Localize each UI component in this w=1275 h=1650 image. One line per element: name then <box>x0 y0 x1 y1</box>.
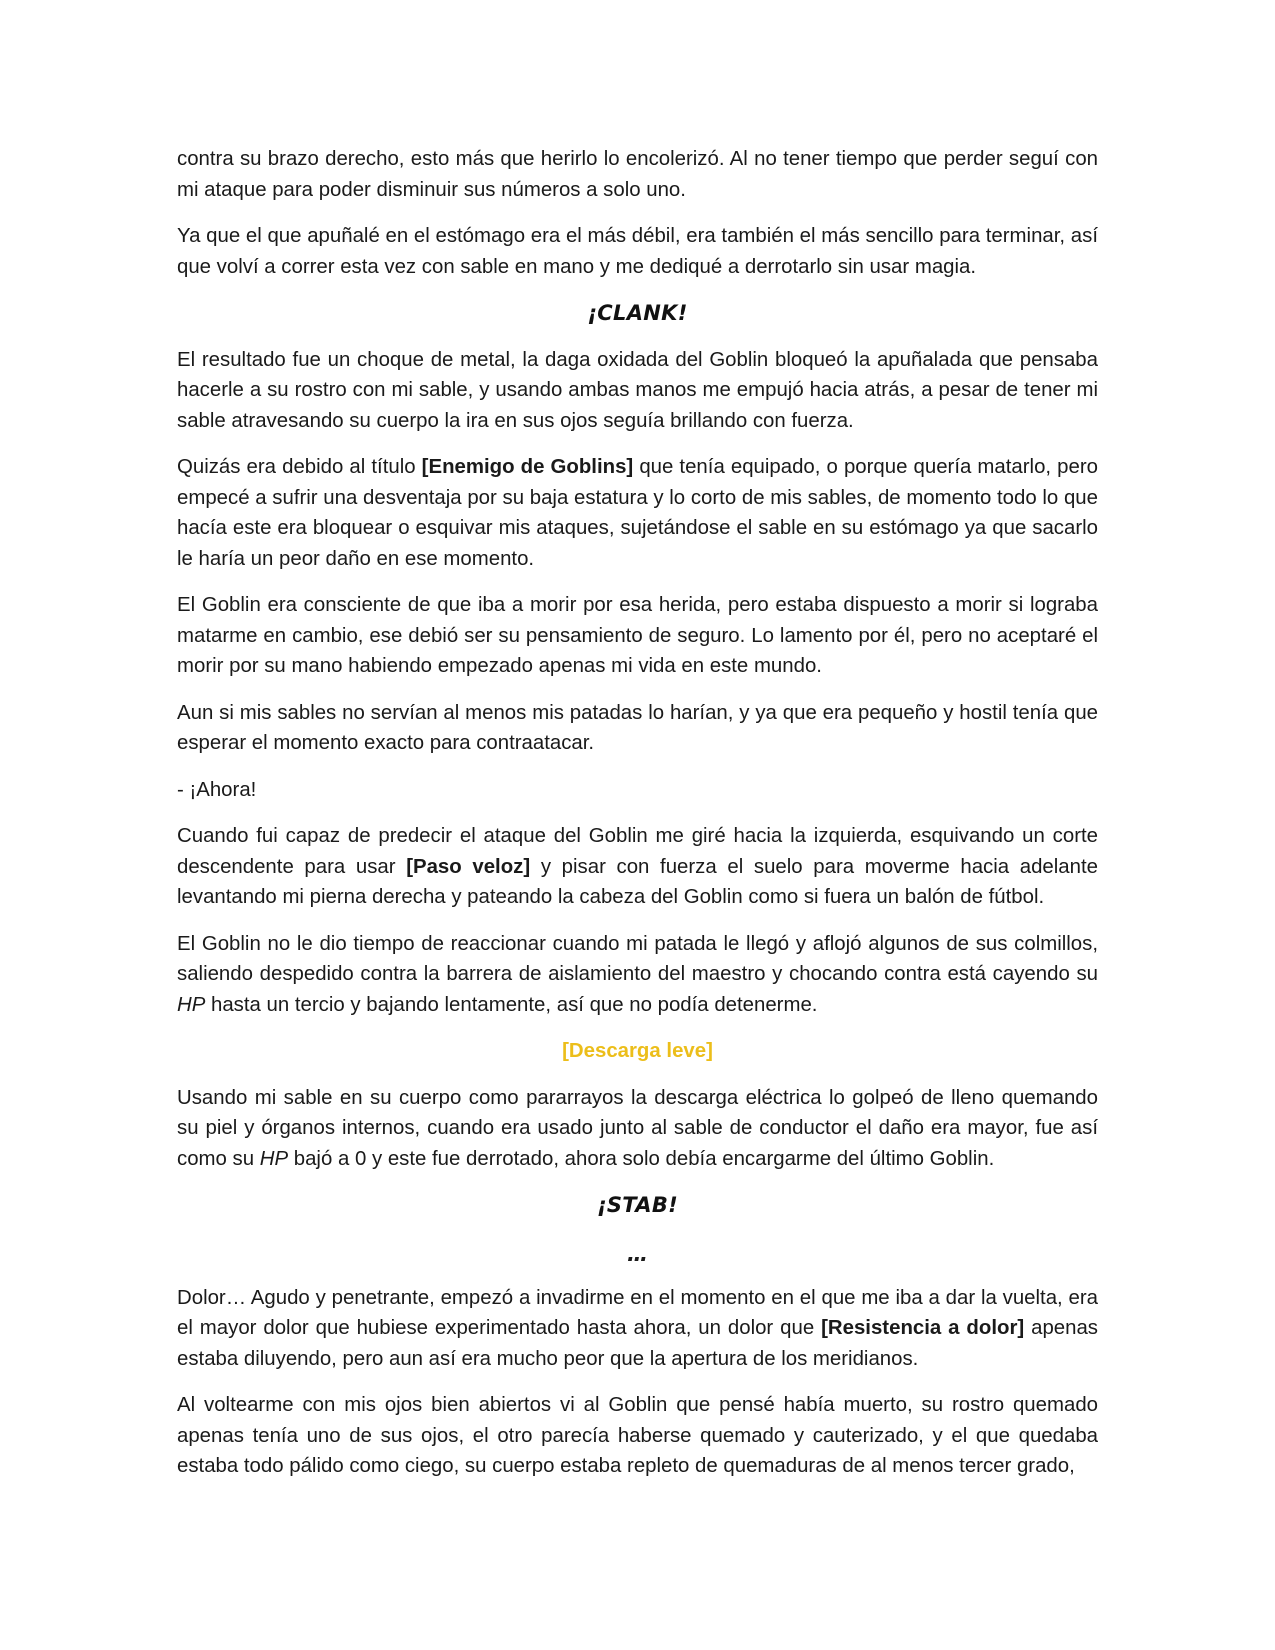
title-enemigo-de-goblins: [Enemigo de Goblins] <box>421 456 634 478</box>
sound-effect-clank: ¡CLANK! <box>587 301 688 325</box>
paragraph-12: Al voltearme con mis ojos bien abiertos vi al Goblin que pensé había muerto, su rostro quemado apenas tenía uno de sus ojos, el otro parecía haberse quemado y cauterizado, y el que quedaba estaba todo pálido como ciego, su cuerpo estaba repleto de quemaduras de al menos tercer grado, <box>177 1394 1098 1477</box>
hp-term: HP <box>259 1147 289 1170</box>
paragraph-5: El Goblin era consciente de que iba a morir por esa herida, pero estaba dispuesto a morir si lograba matarme en cambio, ese debió ser su pensamiento de seguro. Lo lamento por él, pero no aceptaré el morir por su mano habiendo empezado apenas mi vida en este mundo. <box>177 594 1098 677</box>
paragraph-10 <box>177 1083 1098 1175</box>
paragraph-1: contra su brazo derecho, esto más que herirlo lo encolerizó. Al no tener tiempo que perder seguí con mi ataque para poder disminuir sus números a solo uno. <box>177 148 1098 201</box>
paragraph-4-text-a: Quizás era debido al título <box>177 456 422 478</box>
hp-term: HP <box>177 993 206 1016</box>
skill-paso-veloz: [Paso veloz] <box>406 855 531 878</box>
paragraph-11-text-c: apenas estaba diluyendo, pero aun así era mucho peor que la apertura de los meridianos. <box>177 1317 1099 1370</box>
paragraph-6: Aun si mis sables no servían al menos mis patadas lo harían, y ya que era pequeño y hostil tenía que esperar el momento exacto para contraatacar. <box>177 701 1098 754</box>
document-page <box>177 144 1098 1498</box>
paragraph-8-text-a: Cuando fui capaz de predecir el ataque del Goblin me giré hacia la izquierda, esquivando un corte descendente para usar <box>177 825 1098 878</box>
paragraph-9-text-c: hasta un tercio y bajando lentamente, así que no podía detenerme. <box>205 993 818 1016</box>
paragraph-10-text-a: Usando mi sable en su cuerpo como pararrayos la descarga eléctrica lo golpeó de lleno quemando su piel y órganos internos, cuando era usado junto al sable de conductor el daño era mayor, fue así como su <box>177 1086 1098 1170</box>
paragraph-9-text-a: El Goblin no le dio tiempo de reaccionar cuando mi patada le llegó y aflojó algunos de sus colmillos, saliendo despedido contra la barrera de aislamiento del maestro y chocando contra está cayendo su <box>177 932 1098 985</box>
paragraph-8 <box>177 821 1098 913</box>
paragraph-3: El resultado fue un choque de metal, la daga oxidada del Goblin bloqueó la apuñalada que pensaba hacerle a su rostro con mi sable, y usando ambas manos me empujó hacia atrás, a pesar de tener mi sable atravesando su cuerpo la ira en sus ojos seguía brillando con fuerza. <box>177 348 1098 432</box>
paragraph-8-text-c: y pisar con fuerza el suelo para moverme hacia adelante levantando mi pierna derecha y pateando la cabeza del Goblin como si fuera un balón de fútbol. <box>177 855 1098 908</box>
paragraph-11-text-a: Dolor… Agudo y penetrante, empezó a invadirme en el momento en el que me iba a dar la vuelta, era el mayor dolor que hubiese experimentado hasta ahora, un dolor que <box>177 1286 1098 1339</box>
scene-break-ellipsis: … <box>627 1241 648 1266</box>
skill-descarga-leve: [Descarga leve] <box>562 1040 713 1062</box>
sound-effect-stab: ¡STAB! <box>596 1193 679 1217</box>
paragraph-10-text-c: bajó a 0 y este fue derrotado, ahora solo debía encargarme del último Goblin. <box>288 1147 995 1170</box>
skill-resistencia-a-dolor: [Resistencia a dolor] <box>821 1317 1025 1339</box>
paragraph-9 <box>177 929 1098 1021</box>
paragraph-11 <box>177 1283 1098 1375</box>
paragraph-4-text-c: que tenía equipado, o porque quería matarlo, pero empecé a sufrir una desventaja por su baja estatura y lo corto de mis sables, de momento todo lo que hacía este era bloquear o esquivar mis ataques, sujetándose el sable en su estómago ya que sacarlo le haría un peor daño en ese momento. <box>177 456 1098 570</box>
dialogue-ahora: - ¡Ahora! <box>177 778 257 801</box>
paragraph-2: Ya que el que apuñalé en el estómago era el más débil, era también el más sencillo para terminar, así que volví a correr esta vez con sable en mano y me dediqué a derrotarlo sin usar magia. <box>177 225 1098 278</box>
paragraph-4 <box>177 452 1098 574</box>
